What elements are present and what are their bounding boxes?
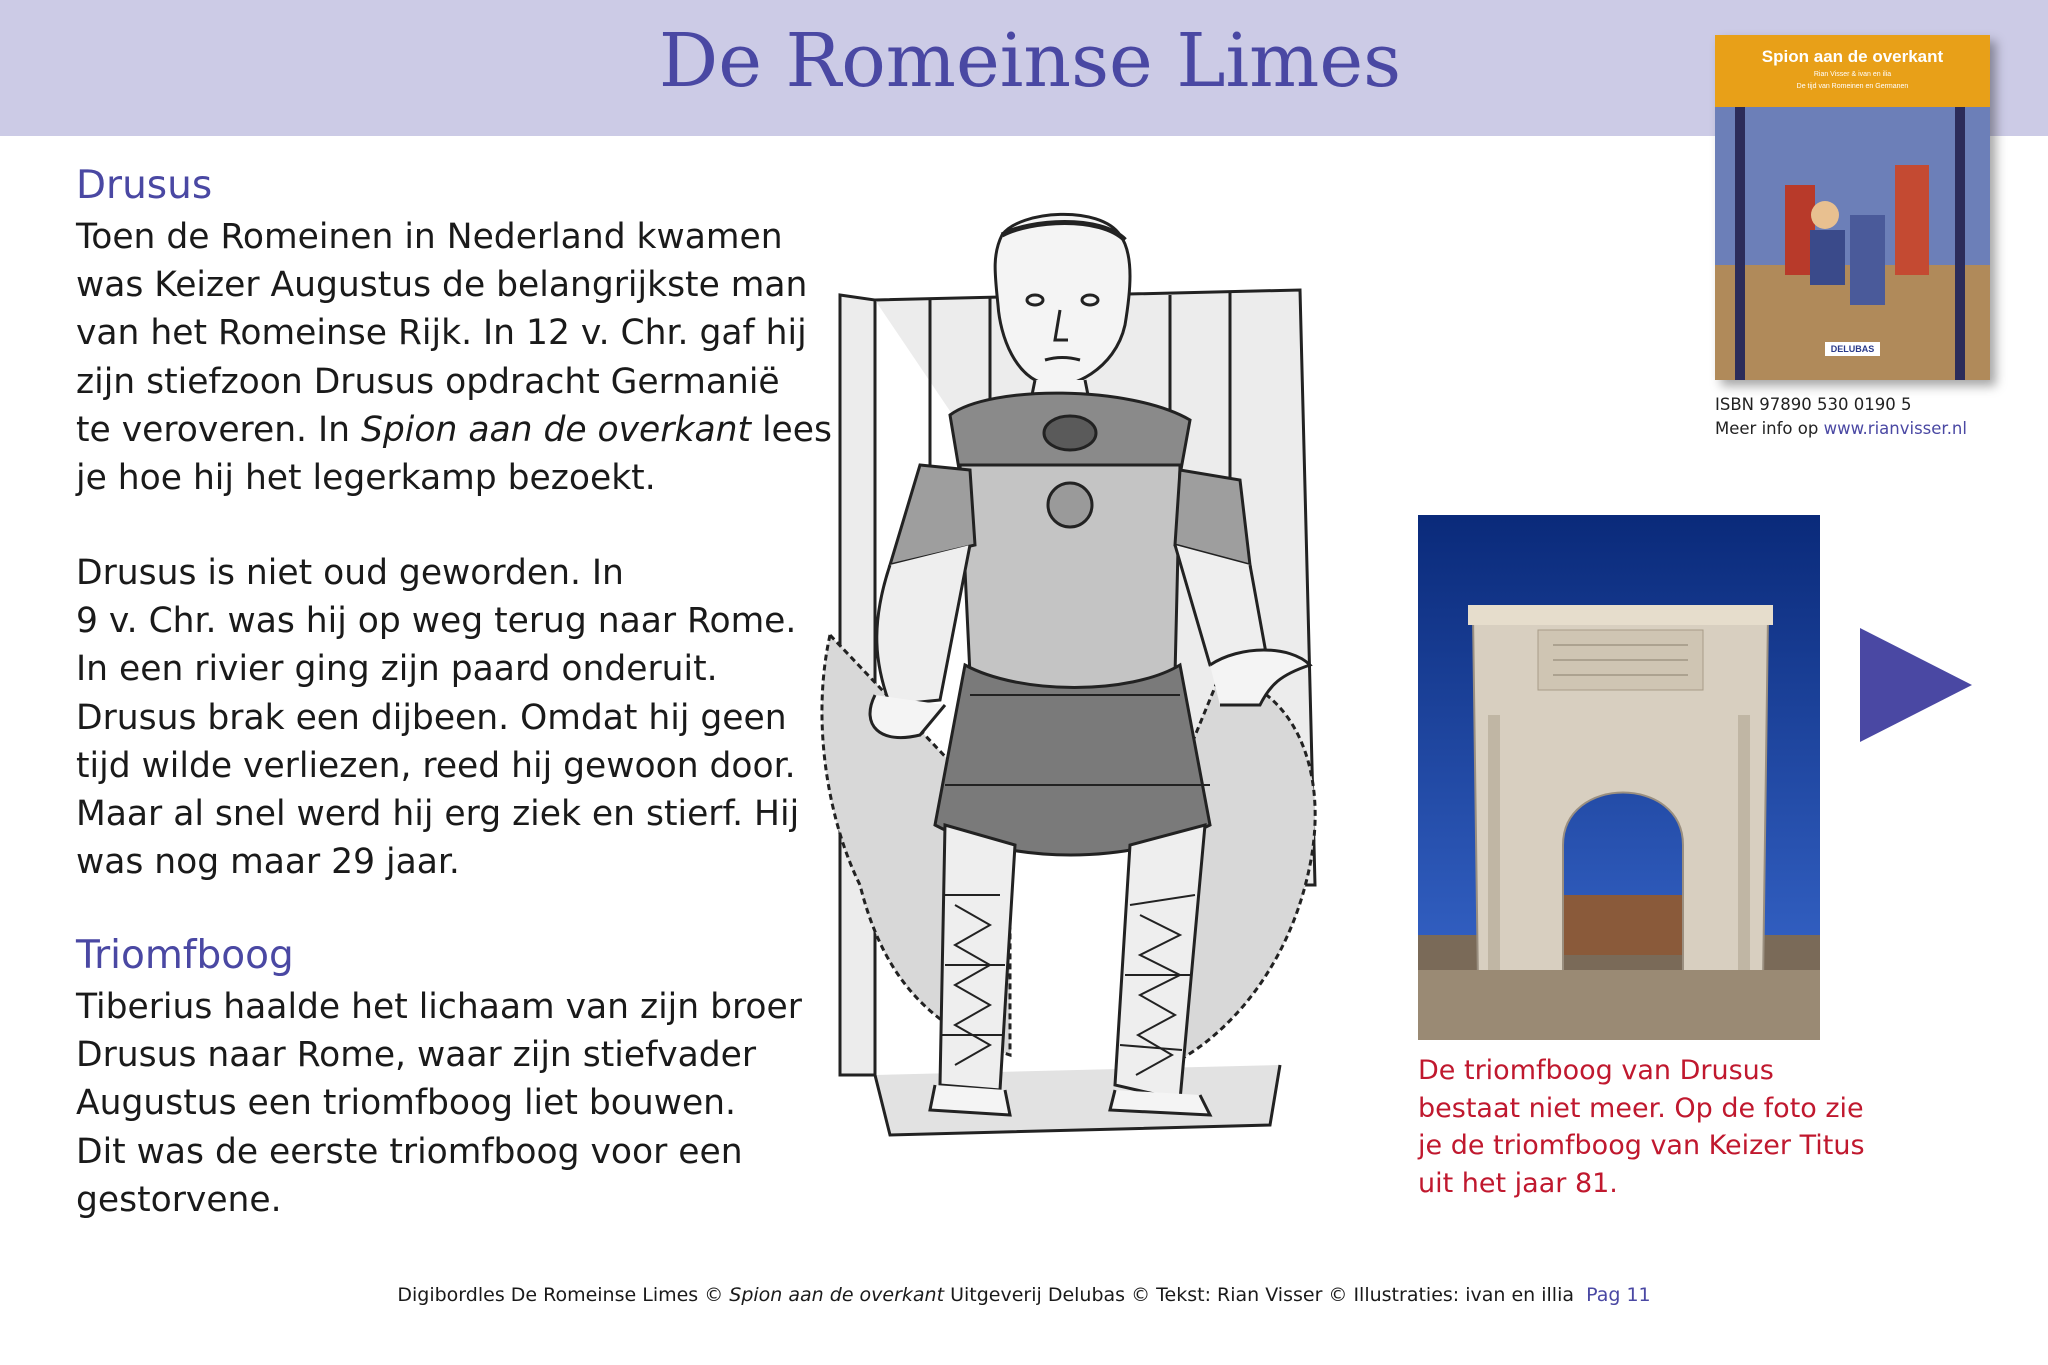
- arch-of-titus-photo: [1418, 515, 1820, 1040]
- drusus-illustration: [770, 205, 1390, 1205]
- drusus-paragraph-2: [76, 549, 799, 886]
- footer: [0, 1284, 2048, 1306]
- triomfboog-paragraph: [76, 983, 802, 1224]
- book-cover-authors: Rian Visser & ivan en ilia: [1813, 71, 1892, 78]
- book-title-inline: Spion aan de overkant: [361, 409, 751, 450]
- text-line: Drusus is niet oud geworden. In: [76, 553, 624, 593]
- text-line: was nog maar 29 jaar.: [76, 842, 460, 883]
- text-line: was Keizer Augustus de belangrijkste man: [76, 265, 808, 306]
- text-line: gestorvene.: [76, 1179, 282, 1220]
- section-heading-drusus: Drusus: [76, 163, 213, 208]
- section-heading-triomfboog: Triomfboog: [76, 933, 294, 978]
- footer-book-title: Spion aan de overkant: [729, 1284, 945, 1306]
- text-line: zijn stiefzoon Drusus opdracht Germanië: [76, 361, 780, 402]
- text-line: Drusus brak een dijbeen. Omdat hij geen: [76, 697, 787, 738]
- text-line: je hoe hij het legerkamp bezoekt.: [76, 458, 656, 499]
- website-link[interactable]: www.rianvisser.nl: [1823, 419, 1967, 438]
- publisher-logo: DELUBAS: [1825, 342, 1880, 356]
- footer-text-2: Uitgeverij Delubas © Tekst: Rian Visser © Illustraties: ivan en illia: [944, 1284, 1574, 1306]
- page-number: Pag 11: [1586, 1284, 1651, 1306]
- text-line: lees: [750, 409, 832, 450]
- text-line: Maar al snel werd hij erg ziek en stierf. Hij: [76, 794, 800, 835]
- book-cover-image[interactable]: [1715, 35, 1990, 380]
- text-line: In een rivier ging zijn paard onderuit.: [76, 649, 718, 690]
- text-line: Dit was de eerste triomfboog voor een: [76, 1131, 743, 1172]
- text-line: te veroveren. In: [76, 409, 361, 450]
- text-line: Drusus naar Rome, waar zijn stiefvader: [76, 1035, 757, 1076]
- more-info-line: [1715, 417, 1967, 441]
- book-meta: [1715, 393, 1967, 441]
- caption-line: uit het jaar 81.: [1418, 1167, 1618, 1199]
- text-line: van het Romeinse Rijk. In 12 v. Chr. gaf hij: [76, 313, 807, 354]
- caption-line: De triomfboog van Drusus: [1418, 1055, 1774, 1086]
- drusus-paragraph-1: [76, 213, 832, 502]
- text-line: 9 v. Chr. was hij op weg terug naar Rome.: [76, 601, 797, 642]
- text-line: Tiberius haalde het lichaam van zijn broer: [76, 987, 802, 1027]
- isbn-text: ISBN 97890 530 0190 5: [1715, 395, 1912, 414]
- more-info-prefix: Meer info op: [1715, 419, 1824, 438]
- caption-line: bestaat niet meer. Op de foto zie: [1418, 1092, 1864, 1124]
- book-cover-subtitle: De tijd van Romeinen en Germanen: [1796, 83, 1909, 90]
- text-line: Toen de Romeinen in Nederland kwamen: [76, 217, 783, 257]
- text-line: tijd wilde verliezen, reed hij gewoon door.: [76, 745, 796, 786]
- footer-text-1: Digibordles De Romeinse Limes ©: [397, 1284, 730, 1306]
- page-title: De Romeinse Limes: [658, 18, 1402, 104]
- next-page-arrow-icon[interactable]: [1860, 628, 1972, 742]
- arch-photo-illustration: [1418, 515, 1820, 1040]
- caption-line: je de triomfboog van Keizer Titus: [1418, 1130, 1865, 1161]
- text-line: Augustus een triomfboog liet bouwen.: [76, 1083, 736, 1124]
- photo-caption: [1418, 1052, 1865, 1202]
- book-cover-title: Spion aan de overkant: [1761, 47, 1944, 66]
